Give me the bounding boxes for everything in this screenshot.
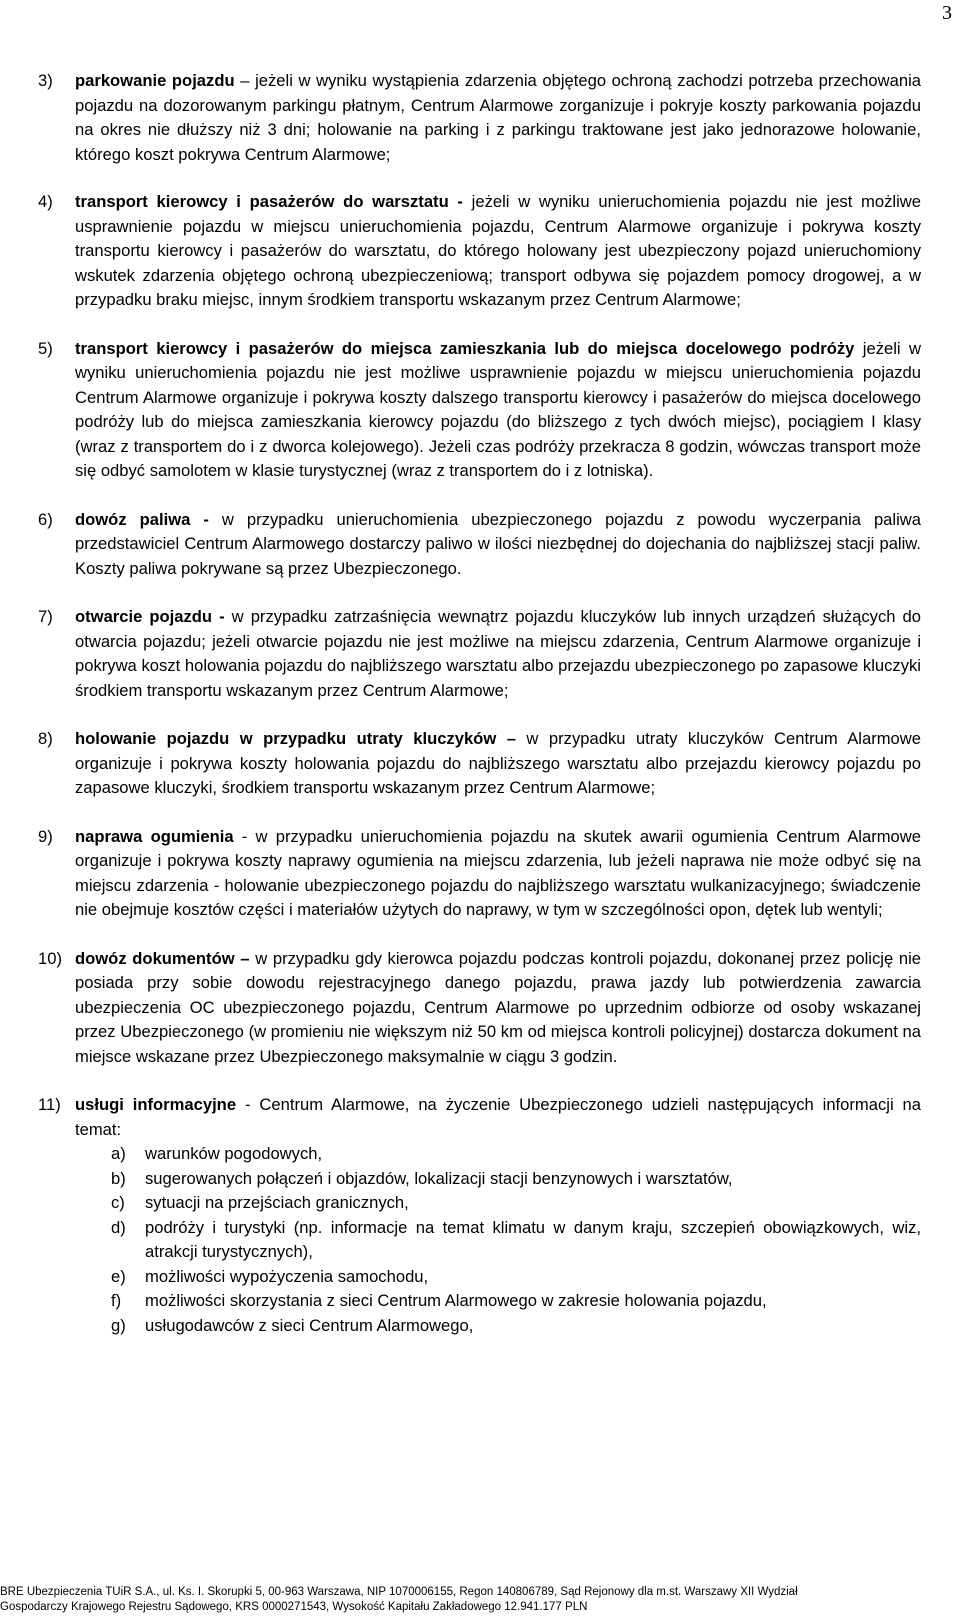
item-term: parkowanie pojazdu: [75, 71, 235, 90]
item-body: [75, 1093, 921, 1338]
item-body: [75, 947, 921, 1070]
list-item: [38, 190, 921, 313]
item-text: w przypadku zatrzaśnięcia wewnątrz pojazdu kluczyków lub innych urządzeń służących do otwarcia pojazdu; jeżeli otwarcie pojazdu nie jest możliwe na miejscu zdarzenia, Centrum Alarmowe organizuje i pokrywa koszt holowania pojazdu do najbliższego warsztatu albo przejazdu ubezpieczonego po zapasowe kluczyki środkiem transportu wskazanym przez Centrum Alarmowe;: [75, 607, 922, 700]
list-item: [38, 508, 921, 582]
item-number: 4): [38, 192, 53, 211]
item-number: 8): [38, 729, 53, 748]
item-term: transport kierowcy i pasażerów do warsztatu -: [75, 192, 463, 211]
item-number: 5): [38, 338, 53, 358]
item-body: [75, 825, 921, 923]
item-text: jeżeli w wyniku unieruchomienia pojazdu nie jest możliwe usprawnienie pojazdu w miejscu unieruchomienia pojazdu, Centrum Alarmowe organizuje i pokrywa koszty transportu kierowcy i pasażerów do warsztatu, do którego holowany jest ubezpieczony pojazd unieruchomiony wskutek zdarzenia objętego ochroną ubezpieczeniową; transport odbywa się pojazdem pomocy drogowej, a w przypadku braku miejsc, innym środkiem transportu wskazanym przez Centrum Alarmowe;: [75, 192, 921, 309]
item-intro: [75, 1093, 921, 1142]
sublist-item: [111, 1289, 921, 1314]
item-text: – jeżeli w wyniku wystąpienia zdarzenia objętego ochroną zachodzi potrzeba przechowania pojazdu na dozorowanym parkingu płatnym, Centrum Alarmowe zorganizuje i pokryje koszty parkowania pojazdu na okres nie dłuższy niż 3 dni; holowanie na parking i z parkingu traktowane jest jako jednorazowe holowanie, którego koszt pokrywa Centrum Alarmowe;: [75, 71, 921, 164]
sublist-letter: f): [111, 1291, 122, 1310]
sublist-text: usługodawców z sieci Centrum Alarmowego,: [145, 1315, 474, 1335]
sublist-letter: c): [111, 1193, 125, 1212]
item-body: [75, 605, 921, 703]
sublist-item: [111, 1265, 921, 1290]
sublist-text: podróży i turystyki (np. informacje na temat klimatu w danym kraju, szczepień obowiązkowych, wiz, atrakcji turystycznych),: [145, 1217, 921, 1261]
item-body: [75, 727, 921, 801]
item-term: holowanie pojazdu w przypadku utraty kluczyków –: [75, 729, 516, 748]
list-item: [38, 1093, 921, 1338]
footer-line: Gospodarczy Krajowego Rejestru Sądowego, KRS 0000271543, Wysokość Kapitału Zakładowego 12.941.177 PLN: [0, 1601, 588, 1613]
item-term: otwarcie pojazdu -: [75, 607, 225, 626]
sublist-text: możliwości wypożyczenia samochodu,: [145, 1266, 429, 1286]
item-text: w przypadku gdy kierowca pojazdu podczas kontroli pojazdu, dokonanej przez policję nie posiada przy sobie dowodu rejestracyjnego danego pojazdu, prawa jazdy lub potwierdzenia zawarcia ubezpieczenia OC ubezpieczonego pojazdu, Centrum Alarmowe po uprzednim odbiorze od osoby wskazanej przez Ubezpieczonego (w promieniu nie większym niż 50 km od miejsca kontroli policyjnej) dostarcza dokument na miejsce wskazane przez Ubezpieczonego maksymalnie w ciągu 3 godzin.: [75, 948, 921, 1066]
item-number: 7): [38, 607, 53, 626]
page-number: 3: [942, 2, 952, 24]
sublist-text: możliwości skorzystania z sieci Centrum Alarmowego w zakresie holowania pojazdu,: [145, 1291, 767, 1310]
item-term: dowóz dokumentów –: [75, 948, 250, 968]
sublist-item: [111, 1314, 921, 1339]
item-number: 6): [38, 509, 53, 529]
sublist-item: [111, 1142, 921, 1167]
list-item: [38, 605, 921, 703]
item-text: - Centrum Alarmowe, na życzenie Ubezpieczonego udzieli następujących informacji na temat:: [75, 1095, 922, 1139]
item-term: dowóz paliwa -: [75, 509, 209, 529]
sublist-letter: e): [111, 1266, 126, 1286]
sublist-text: sugerowanych połączeń i objazdów, lokalizacji stacji benzynowych i warsztatów,: [145, 1168, 733, 1188]
item-body: [75, 508, 921, 582]
sublist-item: [111, 1191, 921, 1216]
item-body: [75, 69, 921, 167]
page-footer: [0, 1585, 960, 1615]
item-text: jeżeli w wyniku unieruchomienia pojazdu nie jest możliwe usprawnienie pojazdu w miejscu unieruchomienia pojazdu Centrum Alarmowe organizuje i pokrywa koszty dalszego transportu kierowcy i pasażerów do miejsca docelowego podróży lub do miejsca zamieszkania kierowcy pojazdu (do bliższego z tych dwóch miejsc), pociągiem I klasy (wraz z transportem do i z dworca kolejowego). Jeżeli czas podróży przekracza 8 godzin, wówczas transport może się odbyć samolotem w klasie turystycznej (wraz z transportem do i z lotniska).: [75, 338, 921, 480]
sublist-letter: d): [111, 1217, 126, 1237]
item-number: 3): [38, 71, 53, 90]
sublist-letter: a): [111, 1144, 126, 1163]
item-text: - w przypadku unieruchomienia pojazdu na skutek awarii ogumienia Centrum Alarmowe organizuje i pokrywa koszty naprawy ogumienia na miejscu zdarzenia, lub jeżeli naprawa nie może odbyć się na miejscu zdarzenia - holowanie ubezpieczonego pojazdu do najbliższego warsztatu wulkanizacyjnego; świadczenie nie obejmuje kosztów części i materiałów użytych do naprawy, w tym w szczególności opon, dętek lub wentyli;: [75, 826, 921, 919]
item-text: w przypadku utraty kluczyków Centrum Alarmowe organizuje i pokrywa koszty holowania pojazdu do najbliższego warsztatu albo przejazdu kierowcy pojazdu po zapasowe kluczyki, środkiem transportu wskazanym przez Centrum Alarmowe;: [75, 729, 921, 797]
item-term: usługi informacyjne: [75, 1095, 237, 1114]
item-number: 9): [38, 826, 53, 846]
list-item: [38, 825, 921, 923]
item-text: w przypadku unieruchomienia ubezpieczonego pojazdu z powodu wyczerpania paliwa przedstawiciel Centrum Alarmowego dostarczy paliwo w ilości niezbędnej do dojechania do najbliższej stacji paliw. Koszty paliwa pokrywane są przez Ubezpieczonego.: [75, 509, 921, 578]
list-item: [38, 947, 921, 1070]
item-term: transport kierowcy i pasażerów do miejsca zamieszkania lub do miejsca docelowego podróży: [75, 338, 855, 358]
sublist-letter: b): [111, 1168, 126, 1188]
item-number: 10): [38, 948, 62, 968]
sublist-text: sytuacji na przejściach granicznych,: [145, 1193, 409, 1212]
sublist: [111, 1142, 921, 1338]
document-body: [38, 69, 921, 1338]
item-number: 11): [38, 1095, 61, 1114]
footer-line: BRE Ubezpieczenia TUiR S.A., ul. Ks. I. Skorupki 5, 00-963 Warszawa, NIP 1070006155, Regon 140806789, Sąd Rejonowy dla m.st. Warszawy XII Wydział: [0, 1586, 798, 1598]
item-term: naprawa ogumienia: [75, 826, 234, 846]
sublist-item: [111, 1216, 921, 1265]
sublist-letter: g): [111, 1315, 126, 1335]
list-item: [38, 337, 921, 484]
list-item: [38, 727, 921, 801]
item-body: [75, 337, 921, 484]
sublist-text: warunków pogodowych,: [145, 1144, 323, 1163]
sublist-item: [111, 1167, 921, 1192]
list-item: [38, 69, 921, 167]
item-body: [75, 190, 921, 313]
